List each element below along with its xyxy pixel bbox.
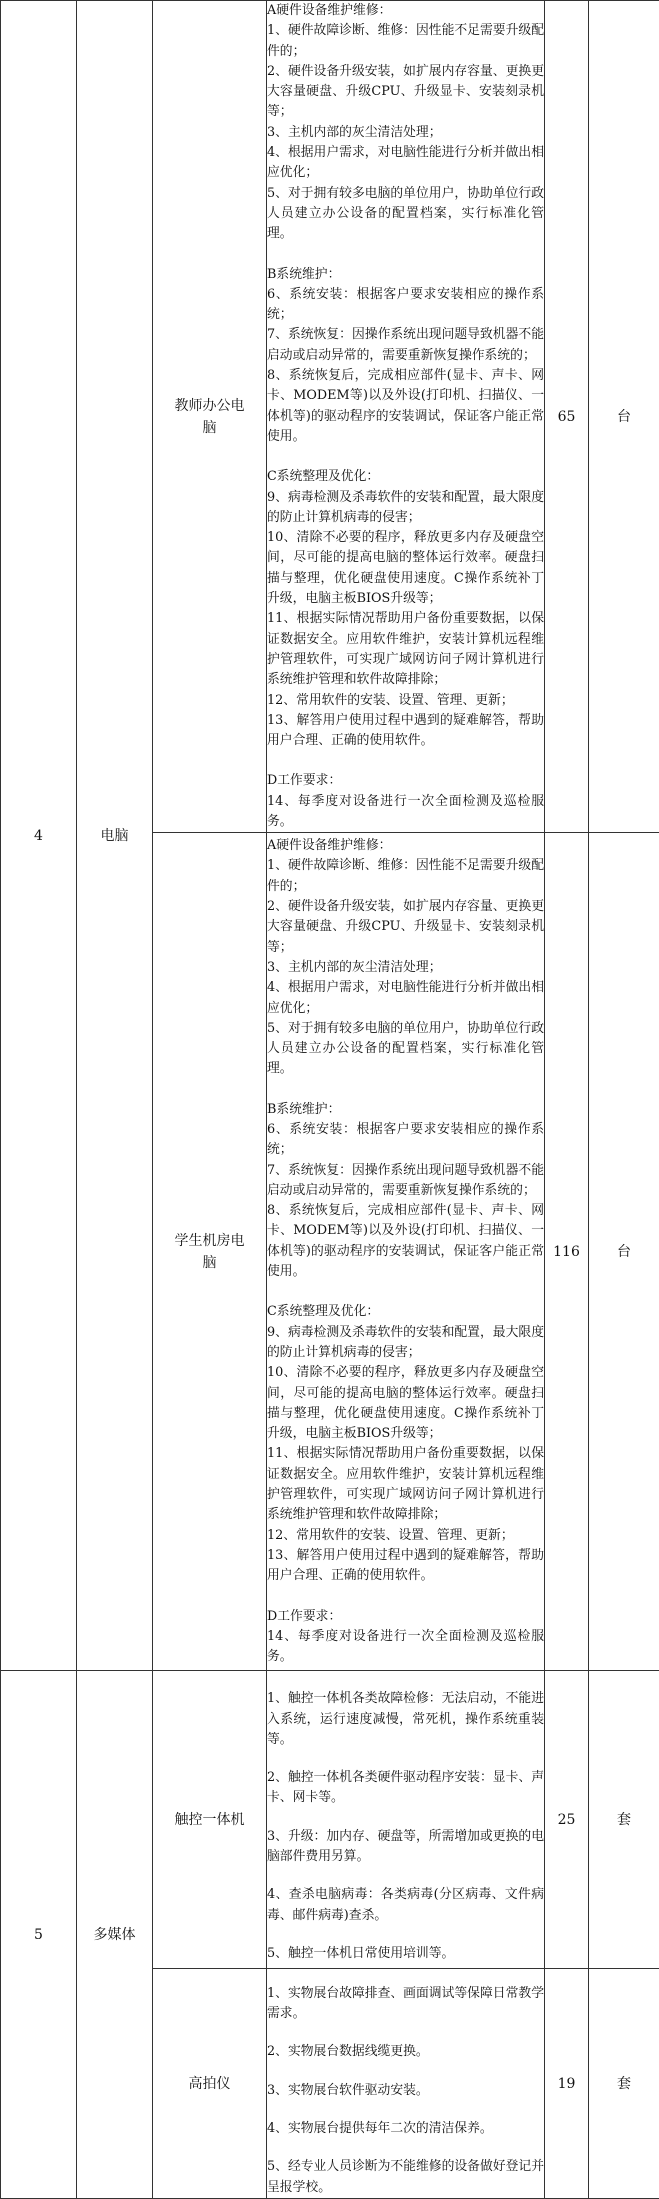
item-description	[267, 833, 545, 1671]
item-name-text: 教师办公电脑	[153, 395, 266, 439]
item-name: 触控一体机	[153, 1671, 267, 1969]
description-paragraph: 1、触控一体机各类故障检修：无法启动，不能进入系统，运行速度减慢，常死机，操作系统重装等。	[267, 1689, 544, 1750]
description-paragraph: C系统整理及优化： 9、病毒检测及杀毒软件的安装和配置，最大限度的防止计算机病毒的侵害； 10、清除不必要的程序，释放更多内存及硬盘空间，尽可能的提高电脑的整体运行效率。硬盘扫描与整理，优化硬盘使用速度。C操作系统补丁升级，电脑主板BIOS升级等； 11、根据实际情况帮助用户备份重要数据，以保证数据安全。应用软件维护，安装计算机远程维护管理软件，可实现广域网访问子网计算机进行系统维护管理和软件故障排除； 12、常用软件的安装、设置、管理、更新； 13、解答用户使用过程中遇到的疑难解答，帮助用户合理、正确的使用软件。	[267, 1302, 544, 1586]
unit-cell: 套	[589, 1671, 659, 1969]
unit-cell: 台	[589, 833, 659, 1671]
description-paragraph: A硬件设备维护维修： 1、硬件故障诊断、维修：因性能不足需要升级配件的； 2、硬件设备升级安装，如扩展内存容量、更换更大容量硬盘、升级CPU、升级显卡、安装刻录机等； 3、主机内部的灰尘清洁处理； 4、根据用户需求，对电脑性能进行分析并做出相应优化； 5、对于拥有较多电脑的单位用户，协助单位行政人员建立办公设备的配置档案，实行标准化管理。	[267, 1, 544, 245]
unit-cell: 台	[589, 1, 659, 833]
quantity-cell: 65	[545, 1, 589, 833]
description-paragraph: D工作要求： 14、每季度对设备进行一次全面检测及巡检服务。	[267, 771, 544, 832]
quantity-cell: 25	[545, 1671, 589, 1969]
item-description	[267, 1969, 545, 2199]
description-paragraph: 3、升级：加内存、硬盘等，所需增加或更换的电脑部件费用另算。	[267, 1827, 544, 1868]
description-paragraph: 1、实物展台故障排查、画面调试等保障日常教学需求。	[267, 1984, 544, 2025]
table-row	[1, 1671, 659, 1969]
unit-cell: 套	[589, 1969, 659, 2199]
item-description	[267, 1, 545, 833]
item-name: 高拍仪	[153, 1969, 267, 2199]
category-cell: 多媒体	[77, 1671, 153, 2199]
description-paragraph: B系统维护： 6、系统安装：根据客户要求安装相应的操作系统； 7、系统恢复：因操作系统出现问题导致机器不能启动或启动异常的，需要重新恢复操作系统的； 8、系统恢复后，完成相应部件(显卡、声卡、网卡、MODEM等)以及外设(打印机、扫描仪、一体机等)的驱动程序的安装调试，保证客户能正常使用。	[267, 1100, 544, 1283]
description-paragraph: D工作要求： 14、每季度对设备进行一次全面检测及巡检服务。	[267, 1607, 544, 1668]
quantity-cell: 19	[545, 1969, 589, 2199]
row-number: 4	[1, 1, 77, 1671]
description-paragraph: A硬件设备维护维修： 1、硬件故障诊断、维修：因性能不足需要升级配件的； 2、硬件设备升级安装，如扩展内存容量、更换更大容量硬盘、升级CPU、升级显卡、安装刻录机等； 3、主机内部的灰尘清洁处理； 4、根据用户需求，对电脑性能进行分析并做出相应优化； 5、对于拥有较多电脑的单位用户，协助单位行政人员建立办公设备的配置档案，实行标准化管理。	[267, 836, 544, 1080]
quantity-cell: 116	[545, 833, 589, 1671]
item-name-text: 学生机房电脑	[153, 1230, 266, 1274]
description-paragraph: 4、实物展台提供每年二次的清洁保养。	[267, 2119, 544, 2139]
description-paragraph: 5、触控一体机日常使用培训等。	[267, 1944, 544, 1964]
description-paragraph: 4、查杀电脑病毒：各类病毒(分区病毒、文件病毒、邮件病毒)查杀。	[267, 1885, 544, 1926]
item-name	[153, 833, 267, 1671]
description-paragraph: 3、实物展台软件驱动安装。	[267, 2081, 544, 2101]
item-name	[153, 1, 267, 833]
table-row	[1, 1, 659, 833]
row-number: 5	[1, 1671, 77, 2199]
description-paragraph: 2、实物展台数据线缆更换。	[267, 2042, 544, 2062]
description-paragraph: 2、触控一体机各类硬件驱动程序安装：显卡、声卡、网卡等。	[267, 1768, 544, 1809]
category-cell: 电脑	[77, 1, 153, 1671]
item-description	[267, 1671, 545, 1969]
description-paragraph: C系统整理及优化： 9、病毒检测及杀毒软件的安装和配置，最大限度的防止计算机病毒的侵害； 10、清除不必要的程序，释放更多内存及硬盘空间，尽可能的提高电脑的整体运行效率。硬盘扫描与整理，优化硬盘使用速度。C操作系统补丁升级，电脑主板BIOS升级等； 11、根据实际情况帮助用户备份重要数据，以保证数据安全。应用软件维护，安装计算机远程维护管理软件，可实现广域网访问子网计算机进行系统维护管理和软件故障排除； 12、常用软件的安装、设置、管理、更新； 13、解答用户使用过程中遇到的疑难解答，帮助用户合理、正确的使用软件。	[267, 467, 544, 751]
description-paragraph: B系统维护： 6、系统安装：根据客户要求安装相应的操作系统； 7、系统恢复：因操作系统出现问题导致机器不能启动或启动异常的，需要重新恢复操作系统的； 8、系统恢复后，完成相应部件(显卡、声卡、网卡、MODEM等)以及外设(打印机、扫描仪、一体机等)的驱动程序的安装调试，保证客户能正常使用。	[267, 265, 544, 448]
description-paragraph: 5、经专业人员诊断为不能维修的设备做好登记并呈报学校。	[267, 2157, 544, 2198]
